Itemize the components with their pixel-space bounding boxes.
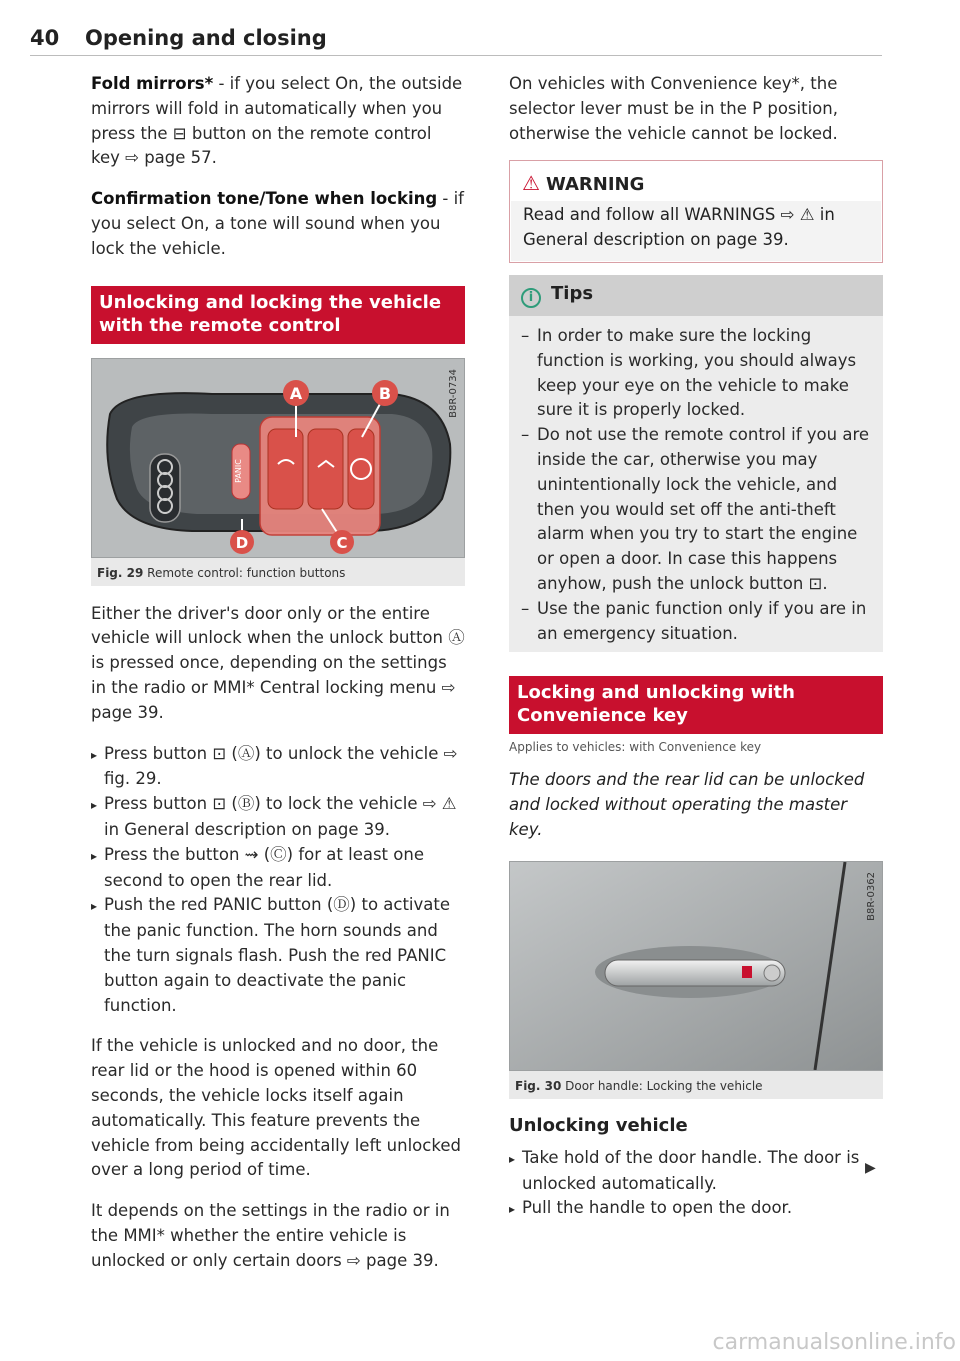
callout-d: D — [235, 533, 249, 552]
tip-item: – In order to make sure the locking function is working, you should always keep your eye on the vehicle to make sure it is properly locked. — [521, 324, 871, 423]
tips-title — [509, 275, 883, 316]
fold-mirrors-label: Fold mirrors* — [91, 74, 214, 93]
tip-item: – Do not use the remote control if you are inside the car, otherwise you may unintentionally lock the vehicle, and then you would set off the anti-theft alarm when you try to start the engine or open a door. In case this happens anyhow, push the unlock button ⊡. — [521, 423, 871, 597]
fold-mirrors-paragraph — [91, 72, 465, 171]
figure-30 — [509, 861, 883, 1099]
callout-c: C — [336, 533, 348, 552]
page-header — [30, 24, 882, 56]
section-heading-remote: Unlocking and locking the vehicle with the remote control — [91, 286, 465, 344]
left-column — [91, 72, 465, 1290]
figure-caption-text: Door handle: Locking the vehicle — [561, 1078, 763, 1093]
section-heading-convenience: Locking and unlocking with Convenience key — [509, 676, 883, 734]
tone-label: Confirmation tone/Tone when locking — [91, 189, 438, 209]
intro-text: The doors and the rear lid can be unlocked and locked without operating the master key. — [509, 770, 865, 839]
callout-b: B — [378, 383, 392, 403]
bullet-item: ▸ Press button ⊡ (Ⓑ) to lock the vehicle ⇨ ⚠ in General description on page 39. — [91, 792, 465, 843]
unlock-paragraph: Either the driver's door only or the entire vehicle will unlock when the unlock button Ⓐ is pressed once, depending on the settings in the radio or MMI* Central locking menu ⇨ page 39. — [91, 603, 465, 722]
fold-mirrors-text: - if you select On, the outside mirrors will fold in automatically when you press the ⊟ button on the remote control key ⇨ page 57. — [91, 74, 463, 168]
tone-paragraph — [91, 187, 465, 261]
figure-code: B8R-0362 — [866, 871, 877, 921]
panic-label: PANIC — [234, 458, 243, 483]
warning-triangle-icon: ⚠ — [522, 171, 540, 196]
continue-arrow-icon: ▶ — [865, 1160, 876, 1176]
tip-item: – Use the panic function only if you are in an emergency situation. — [521, 597, 871, 647]
figure-caption-label: Fig. 29 — [97, 565, 144, 580]
auto-lock-paragraph: If the vehicle is unlocked and no door, the rear lid or the hood is opened within 60 seconds, the vehicle locks itself again automatically. This feature prevents the vehicle from being accidentally left unlocked over a long period of time. — [91, 1036, 461, 1180]
remote-control-image — [91, 358, 465, 558]
figure-code: B8R-0734 — [448, 368, 459, 418]
figure-caption-text: Remote control: function buttons — [143, 565, 346, 580]
remote-key-drawing — [92, 359, 464, 557]
callout-a: A — [289, 383, 303, 403]
door-handle-drawing — [510, 862, 882, 1070]
page-number: 40 — [30, 26, 60, 50]
tips-box — [509, 275, 883, 652]
remote-bullet-list — [91, 742, 465, 1019]
right-column — [509, 72, 883, 1238]
watermark: carmanualsonline.info — [712, 1330, 956, 1355]
warning-title-text: WARNING — [545, 174, 645, 196]
warning-title — [510, 161, 882, 201]
tips-list — [509, 316, 883, 652]
figure-caption — [509, 1071, 883, 1099]
bullet-item: ▸ Take hold of the door handle. The door is unlocked automatically. — [509, 1146, 883, 1197]
tone-text: - if you select On, a tone will sound when you lock the vehicle. — [91, 189, 464, 258]
unlocking-vehicle-heading: Unlocking vehicle — [509, 1114, 688, 1136]
bullet-item: ▸ Press button ⊡ (Ⓐ) to unlock the vehicle ⇨ fig. 29. — [91, 742, 465, 793]
info-icon: i — [521, 288, 541, 308]
bullet-item: ▸ Press the button ⇝ (Ⓒ) for at least one second to open the rear lid. — [91, 843, 465, 894]
settings-paragraph: It depends on the settings in the radio or in the MMI* whether the entire vehicle is unlocked or only certain doors ⇨ page 39. — [91, 1201, 450, 1270]
bullet-item: ▸ Pull the handle to open the door. — [509, 1196, 883, 1222]
figure-caption — [91, 558, 465, 586]
warning-text: Read and follow all WARNINGS ⇨ ⚠ in General description on page 39. — [511, 201, 881, 261]
figure-29 — [91, 358, 465, 586]
bullet-item: ▸ Push the red PANIC button (Ⓓ) to activate the panic function. The horn sounds and the turn signals flash. Push the red PANIC button again to deactivate the panic function. — [91, 893, 465, 1018]
chapter-title: Opening and closing — [85, 26, 327, 50]
door-handle-image — [509, 861, 883, 1071]
applies-to-note: Applies to vehicles: with Convenience key — [509, 740, 762, 755]
convenience-paragraph: On vehicles with Convenience key*, the selector lever must be in the P position, otherwise the vehicle cannot be locked. — [509, 74, 838, 143]
tips-title-text: Tips — [551, 282, 594, 304]
handle-bullet-list — [509, 1146, 883, 1222]
figure-caption-label: Fig. 30 — [515, 1078, 562, 1093]
warning-box — [509, 160, 883, 263]
